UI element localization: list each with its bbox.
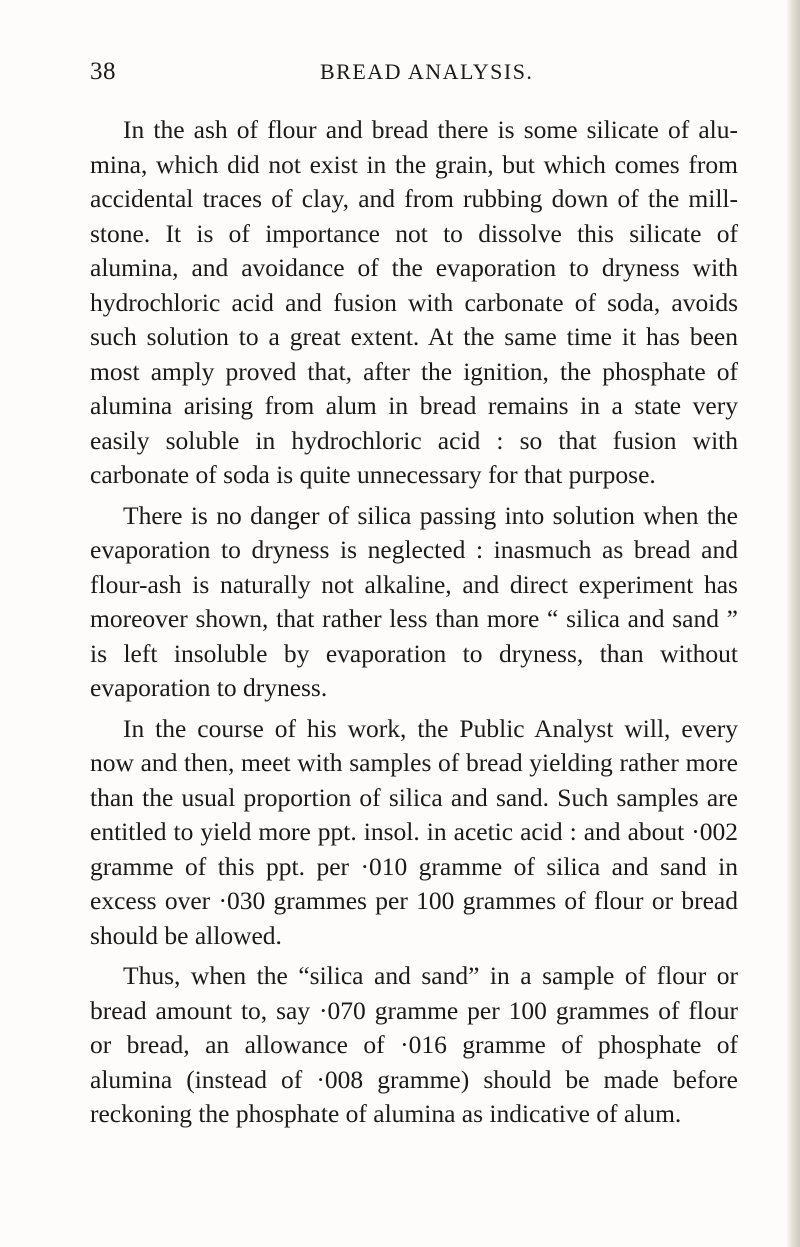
paragraph-silicate-of-alumina: In the ash of flour and bread there is some silicate of alumina, which did not exist in the grain, but which comes from accidental traces of clay, and from rubbing down of the millstone. It is of importance not to dissolve this silicate of alumina, and avoidance of the evaporation to dryness with hydrochloric acid and fusion with carbonate of soda, avoids such solution to a great extent. At the same time it has been most amply proved that, after the ignition, the phosphate of alumina arising from alum in bread remains in a state very easily soluble in hydrochloric acid : so that fusion with carbonate of soda is quite unnecessary for that purpose. <box>90 115 738 489</box>
page-edge-shadow <box>786 0 800 1247</box>
paragraph-public-analyst: In the course of his work, the Public Analyst will, every now and then, meet with samples of bread yielding rather more than the usual proportion of silica and sand. Such samples are entitled to yield more ppt. insol. in acetic acid : and about ·002 gramme of this ppt. per ·010 gramme of silica and sand in excess over ·030 grammes per 100 grammes of flour or bread should be allowed. <box>90 713 738 950</box>
body-text <box>90 113 738 1138</box>
paragraph-allowance-example: Thus, when the “silica and sand” in a sample of flour or bread amount to, say ·070 gramme per 100 grammes of flour or bread, an allowance of ·016 gramme of phosphate of alumina (instead of ·008 gramme) should be made before reckoning the phosphate of alumina as indicative of alum. <box>90 961 738 1128</box>
paragraph-silica-solution: There is no danger of silica passing into solution when the evaporation to dryness is neglected : inasmuch as bread and flour-ash is naturally not alkaline, and direct experiment has moreover shown, that rather less than more “ silica and sand ” is left insoluble by evaporation to dryness, than without evaporation to dryness. <box>90 500 738 702</box>
page-number: 38 <box>90 58 116 85</box>
running-head: BREAD ANALYSIS. <box>320 59 534 84</box>
page-header <box>90 58 720 88</box>
